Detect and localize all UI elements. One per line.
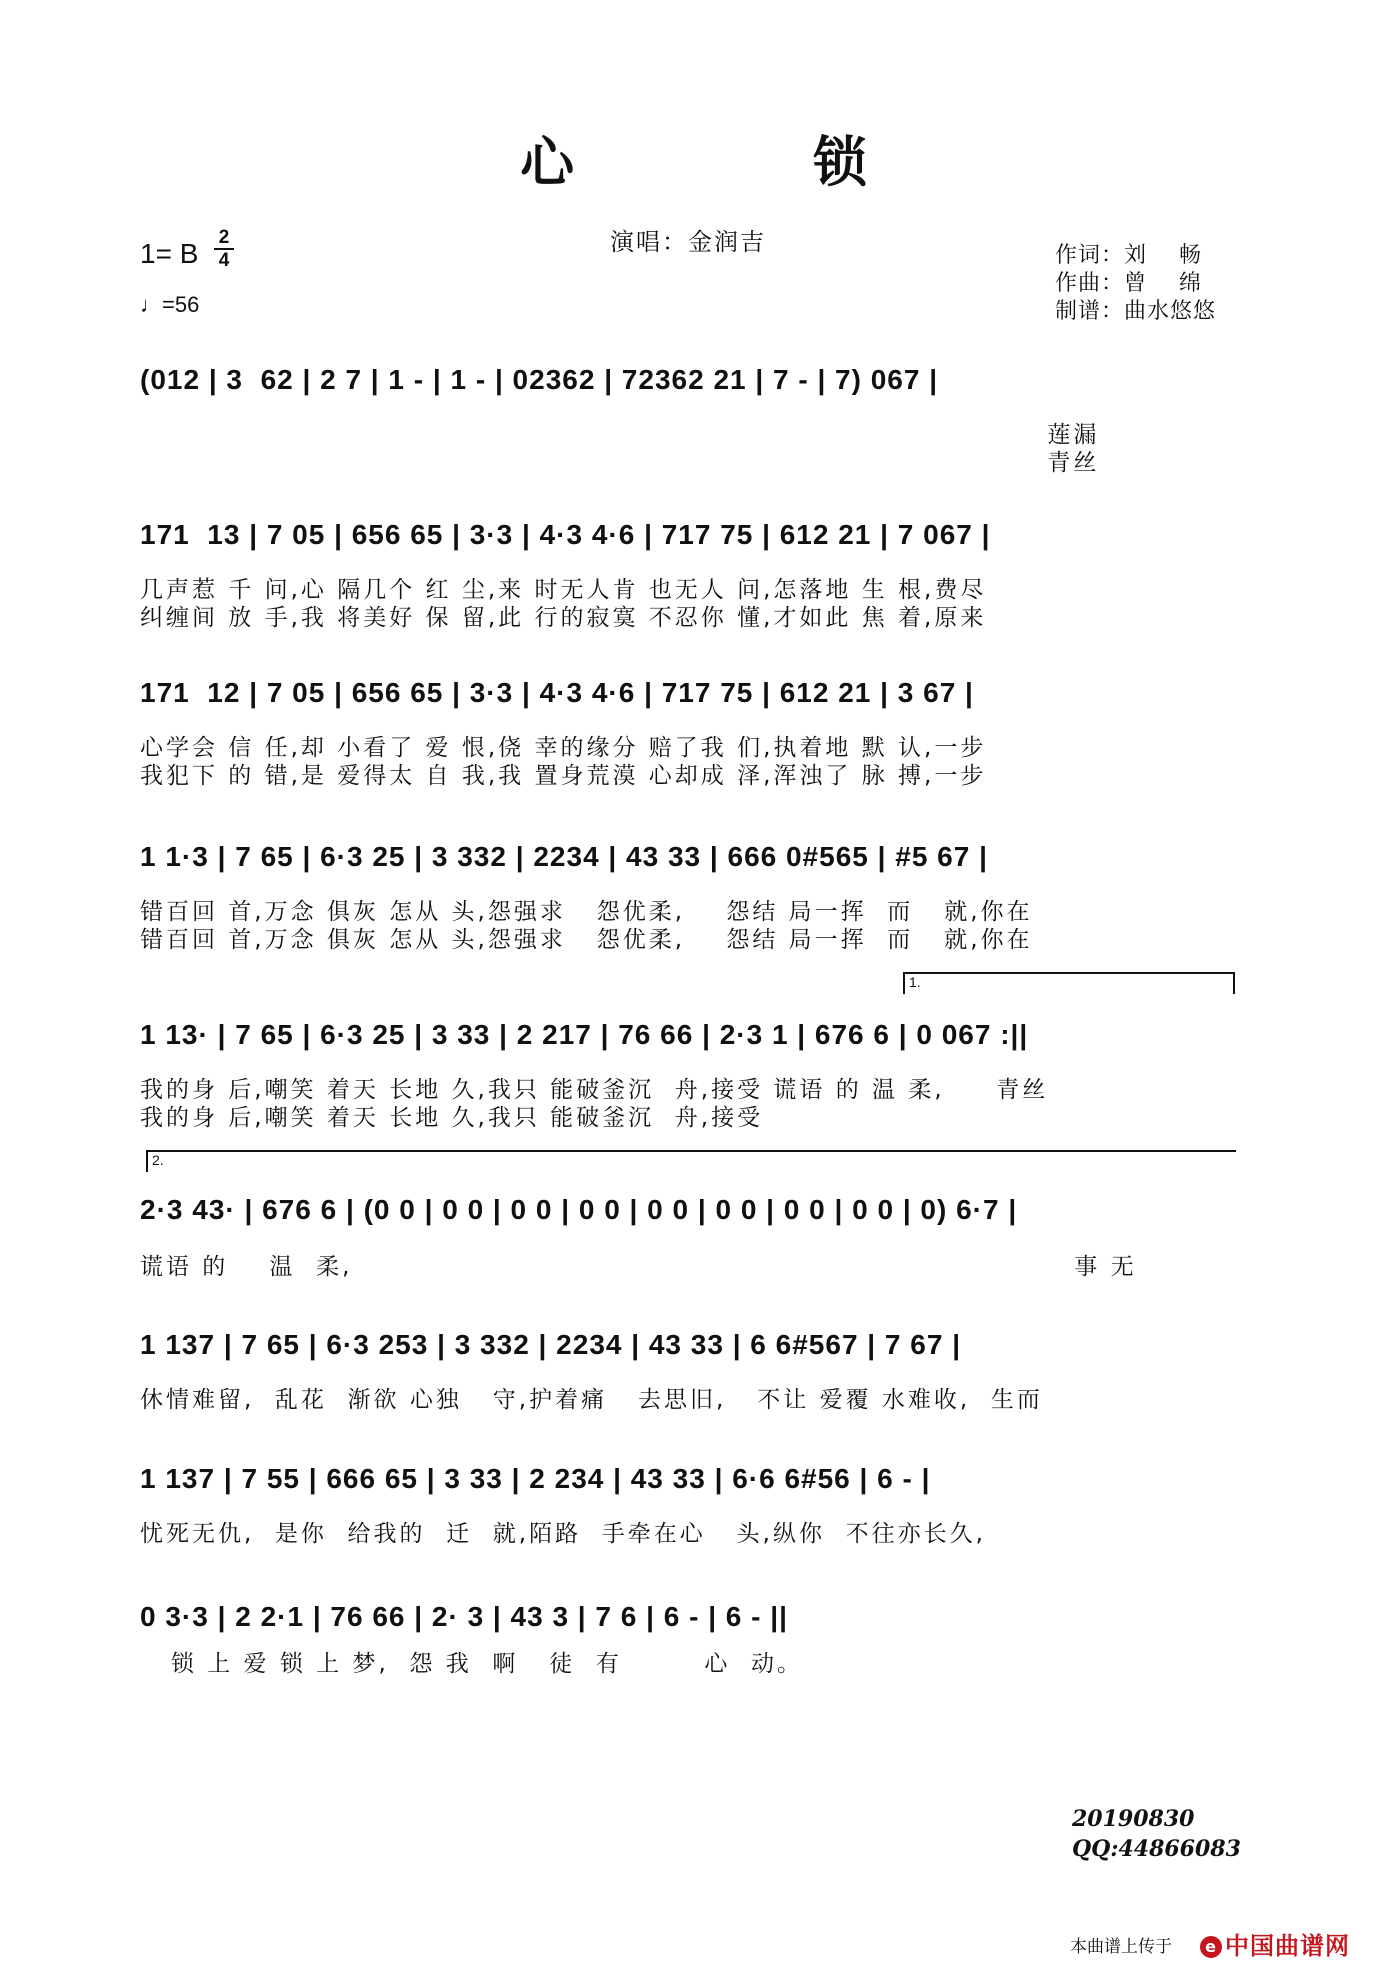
time-signature: [214, 228, 234, 270]
notation-line: 1 137 | 7 65 | 6·3 253 | 3 332 | 2234 | 43 33 | 6 6#567 | 7 67 |: [140, 1329, 962, 1360]
notation-line: (012 | 3 62 | 2 7 | 1 - | 1 - | 02362 | 72362 21 | 7 - | 7) 067 |: [140, 364, 939, 395]
notation-line: 0 3·3 | 2 2·1 | 76 66 | 2· 3 | 43 3 | 7 6 | 6 - | 6 - ||: [140, 1601, 788, 1632]
staff-row: [140, 1010, 1245, 1140]
lyric-verse-1: 几声惹 千 问,心 隔几个 红 尘,来 时无人肯 也无人 问,怎落地 生 根,费尽: [140, 577, 987, 603]
composer-credit: 作曲：曾 绵: [1055, 271, 1202, 296]
key-signature: 1= B: [140, 238, 199, 269]
staff-row: [140, 1320, 1245, 1420]
transcriber-credit: 制谱：曲水悠悠: [1055, 299, 1217, 324]
transcriber-qq: QQ:44866083: [1072, 1836, 1241, 1862]
time-denominator: 4: [218, 250, 230, 271]
staff-row: [140, 1185, 1245, 1285]
lyric-verse-1: 心学会 信 任,却 小看了 爱 恨,侥 幸的缘分 赔了我 们,执着地 默 认,一步: [140, 735, 987, 761]
logo-e-icon: e: [1200, 1936, 1222, 1958]
transcription-date: 20190830: [1072, 1806, 1195, 1832]
staff-row: [140, 668, 1245, 798]
lyric-verse-1: 忧死无仇, 是你 给我的 迁 就,陌路 手牵在心 头,纵你 不往亦长久,: [140, 1521, 986, 1547]
lyric-verse-1: 我的身 后,嘲笑 着天 长地 久,我只 能破釜沉 舟,接受 谎语 的 温 柔, 青丝: [140, 1077, 1049, 1103]
tempo-value: =56: [162, 292, 200, 317]
lyric-verse-1: 错百回 首,万念 俱灰 怎从 头,怨强求 怨优柔, 怨结 局一挥 而 就,你在: [140, 899, 1033, 925]
upload-note: 本曲谱上传于: [1070, 1937, 1172, 1957]
site-name: 中国曲谱网: [1225, 1932, 1350, 1960]
volta-number: 2.: [152, 1152, 164, 1168]
lyric-verse-1: 谎语 的 温 柔, 事 无: [140, 1254, 1137, 1280]
lyric-verse-2: 我犯下 的 错,是 爱得太 自 我,我 置身荒漠 心却成 泽,浑浊了 脉 搏,一步: [140, 763, 987, 789]
site-logo[interactable]: [1200, 1926, 1350, 1961]
lyric-verse-2: 我的身 后,嘲笑 着天 长地 久,我只 能破釜沉 舟,接受: [140, 1105, 764, 1131]
lyric-verse-2: 错百回 首,万念 俱灰 怎从 头,怨强求 怨优柔, 怨结 局一挥 而 就,你在: [140, 927, 1033, 953]
lyric-verse-2: 纠缠间 放 手,我 将美好 保 留,此 行的寂寞 不忍你 懂,才如此 焦 着,原来: [140, 605, 987, 631]
notation-line: 1 13· | 7 65 | 6·3 25 | 3 33 | 2 217 | 76 66 | 2·3 1 | 676 6 | 0 067 :||: [140, 1019, 1029, 1050]
staff-row: [140, 1592, 1245, 1692]
singer-credit: 演唱：金润吉: [610, 228, 766, 256]
volta-bracket-1: [903, 972, 1235, 974]
notation-line: 1 137 | 7 55 | 666 65 | 3 33 | 2 234 | 43 33 | 6·6 6#56 | 6 - |: [140, 1463, 931, 1494]
notation-line: 171 12 | 7 05 | 656 65 | 3·3 | 4·3 4·6 | 717 75 | 612 21 | 3 67 |: [140, 677, 974, 708]
staff-row: [140, 355, 1245, 485]
volta-bracket-2: [146, 1150, 1236, 1152]
quarter-note-icon: ♩: [140, 292, 162, 317]
tempo-marking: [140, 292, 199, 318]
time-numerator: 2: [218, 227, 230, 248]
notation-line: 1 1·3 | 7 65 | 6·3 25 | 3 332 | 2234 | 43 33 | 666 0#565 | #5 67 |: [140, 841, 988, 872]
notation-line: 171 13 | 7 05 | 656 65 | 3·3 | 4·3 4·6 | 717 75 | 612 21 | 7 067 |: [140, 519, 991, 550]
lyric-verse-2: 青丝: [140, 450, 1100, 476]
lyric-verse-1: 锁 上 爱 锁 上 梦, 怨 我 啊 徒 有 心 动。: [140, 1651, 804, 1677]
lyricist-credit: 作词：刘 畅: [1055, 243, 1202, 268]
song-title: 心 锁: [520, 130, 977, 194]
notation-line: 2·3 43· | 676 6 | (0 0 | 0 0 | 0 0 | 0 0 | 0 0 | 0 0 | 0 0 | 0 0 | 0) 6·7 |: [140, 1194, 1018, 1225]
staff-row: [140, 510, 1245, 640]
staff-row: [140, 1454, 1245, 1554]
staff-row: [140, 832, 1245, 962]
lyric-verse-1: 休情难留, 乱花 渐欲 心独 守,护着痛 去思旧, 不让 爱覆 水难收, 生而: [140, 1387, 1043, 1413]
volta-number: 1.: [909, 974, 921, 990]
lyric-verse-1: 莲漏: [140, 422, 1100, 448]
